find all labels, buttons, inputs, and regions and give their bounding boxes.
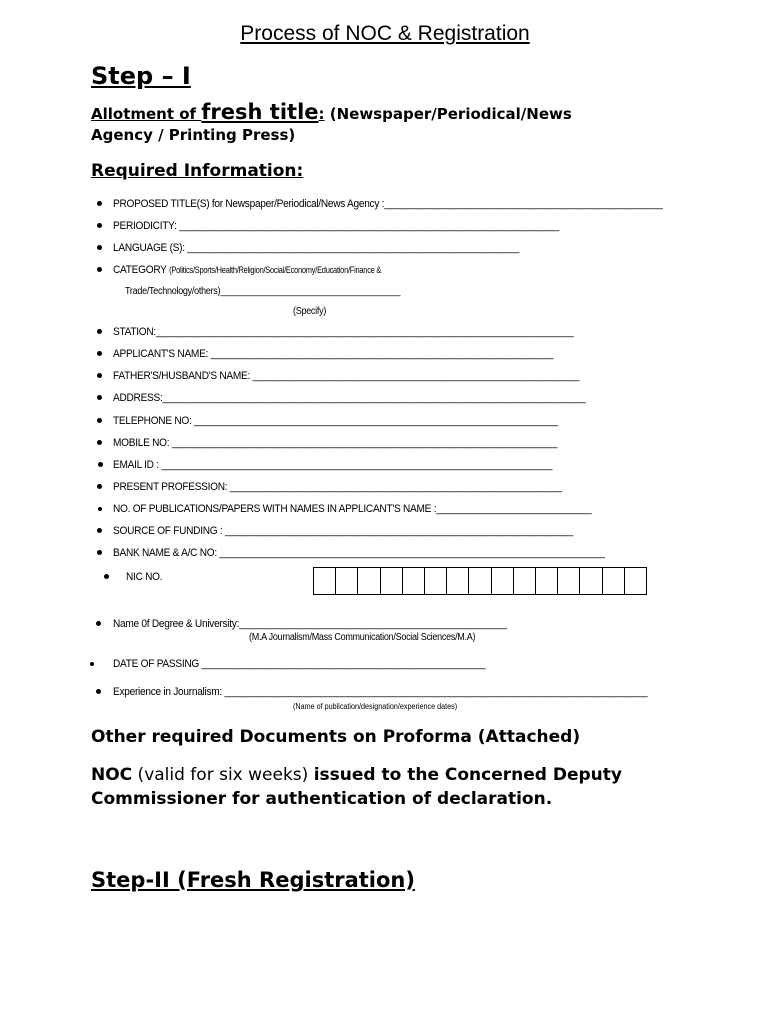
address-field: ADDRESS:_______________________________________________________________________________ [113, 392, 586, 404]
nic-digit-box[interactable] [558, 568, 580, 594]
nic-digit-box[interactable] [492, 568, 514, 594]
bullet [98, 462, 103, 467]
bullet [97, 528, 102, 533]
allotment-colon: : [318, 105, 325, 123]
bullet [97, 550, 102, 555]
publications-field: NO. OF PUBLICATIONS/PAPERS WITH NAMES IN APPLICANT'S NAME :_____________________________ [113, 503, 592, 515]
profession-field: PRESENT PROFESSION: ______________________________________________________________ [113, 481, 562, 493]
noc-issued-to: issued to the Concerned Deputy [313, 765, 622, 785]
step-1-heading: Step – I [91, 62, 191, 90]
bullet [97, 395, 102, 400]
language-field: LANGUAGE (S): ______________________________________________________________ [113, 242, 520, 254]
applicant-name-field: APPLICANT'S NAME: ________________________________________________________________ [113, 348, 554, 360]
degree-note: (M.A Journalism/Mass Communication/Social Sciences/M.A) [249, 632, 476, 643]
telephone-field: TELEPHONE NO: ____________________________________________________________________ [113, 415, 559, 427]
nic-digit-box[interactable] [358, 568, 380, 594]
email-field: EMAIL ID : _________________________________________________________________________ [113, 459, 553, 471]
experience-note: (Name of publication/designation/experience dates) [293, 702, 458, 711]
bullet [98, 507, 102, 511]
bullet [97, 329, 102, 334]
nic-digit-box[interactable] [580, 568, 602, 594]
bullet [97, 223, 102, 228]
bullet [104, 574, 109, 579]
category-options: (Politics/Sports/Health/Religion/Social/Economy/Education/Finance & [169, 265, 382, 275]
bank-field: BANK NAME & A/C NO: ________________________________________________________________________ [113, 547, 605, 559]
nic-digit-box[interactable] [603, 568, 625, 594]
degree-field: Name 0f Degree & University:__________________________________________________ [113, 618, 507, 630]
allotment-types-line2: Agency / Printing Press) [91, 126, 296, 144]
experience-field: Experience in Journalism: _______________________________________________________________________________ [113, 686, 648, 698]
bullet [90, 662, 94, 666]
nic-digit-box[interactable] [536, 568, 558, 594]
mobile-field: MOBILE NO: ________________________________________________________________________ [113, 437, 558, 449]
nic-digit-box[interactable] [447, 568, 469, 594]
nic-number-boxes [313, 567, 647, 595]
category-field [113, 264, 405, 276]
funding-field: SOURCE OF FUNDING : _________________________________________________________________ [113, 525, 573, 537]
other-documents-heading: Other required Documents on Proforma (Attached) [91, 727, 581, 747]
bullet [97, 201, 102, 206]
category-label: CATEGORY [113, 264, 170, 276]
allotment-fresh-title: fresh title [201, 100, 319, 124]
allotment-types: (Newspaper/Periodical/News [324, 105, 572, 123]
required-information-heading: Required Information: [91, 161, 304, 181]
bullet [97, 484, 102, 489]
bullet [97, 418, 102, 423]
category-line2: Trade/Technology/others)______________________________________ [125, 286, 401, 297]
category-specify: (Specify) [293, 306, 327, 317]
noc-authentication: Commissioner for authentication of declaration. [91, 789, 553, 809]
periodicity-field: PERIODICITY: _______________________________________________________________________ [113, 220, 560, 232]
bullet [97, 373, 102, 378]
bullet [97, 267, 102, 272]
nic-digit-box[interactable] [336, 568, 358, 594]
document-title: Process of NOC & Registration [240, 22, 530, 45]
bullet [96, 689, 101, 694]
bullet [96, 621, 101, 626]
nic-digit-box[interactable] [403, 568, 425, 594]
step-2-heading: Step-II (Fresh Registration) [91, 868, 415, 892]
bullet [97, 440, 102, 445]
bullet [97, 245, 102, 250]
noc-paragraph [91, 763, 622, 811]
nic-digit-box[interactable] [469, 568, 491, 594]
nic-digit-box[interactable] [381, 568, 403, 594]
nic-label: NIC NO. [126, 571, 163, 583]
bullet [97, 351, 102, 356]
station-field: STATION:______________________________________________________________________________ [113, 326, 574, 338]
nic-digit-box[interactable] [625, 568, 646, 594]
noc-label: NOC [91, 765, 133, 785]
date-of-passing-field: DATE OF PASSING _____________________________________________________ [113, 658, 486, 670]
noc-validity: (valid for six weeks) [132, 765, 314, 785]
nic-digit-box[interactable] [514, 568, 536, 594]
father-husband-name-field: FATHER'S/HUSBAND'S NAME: _____________________________________________________________ [113, 370, 580, 382]
nic-digit-box[interactable] [425, 568, 447, 594]
nic-digit-box[interactable] [314, 568, 336, 594]
proposed-title-field: PROPOSED TITLE(S) for Newspaper/Periodical/News Agency :____________________________________________________ [113, 198, 663, 210]
allotment-heading [91, 102, 572, 146]
allotment-prefix: Allotment of [91, 105, 202, 123]
